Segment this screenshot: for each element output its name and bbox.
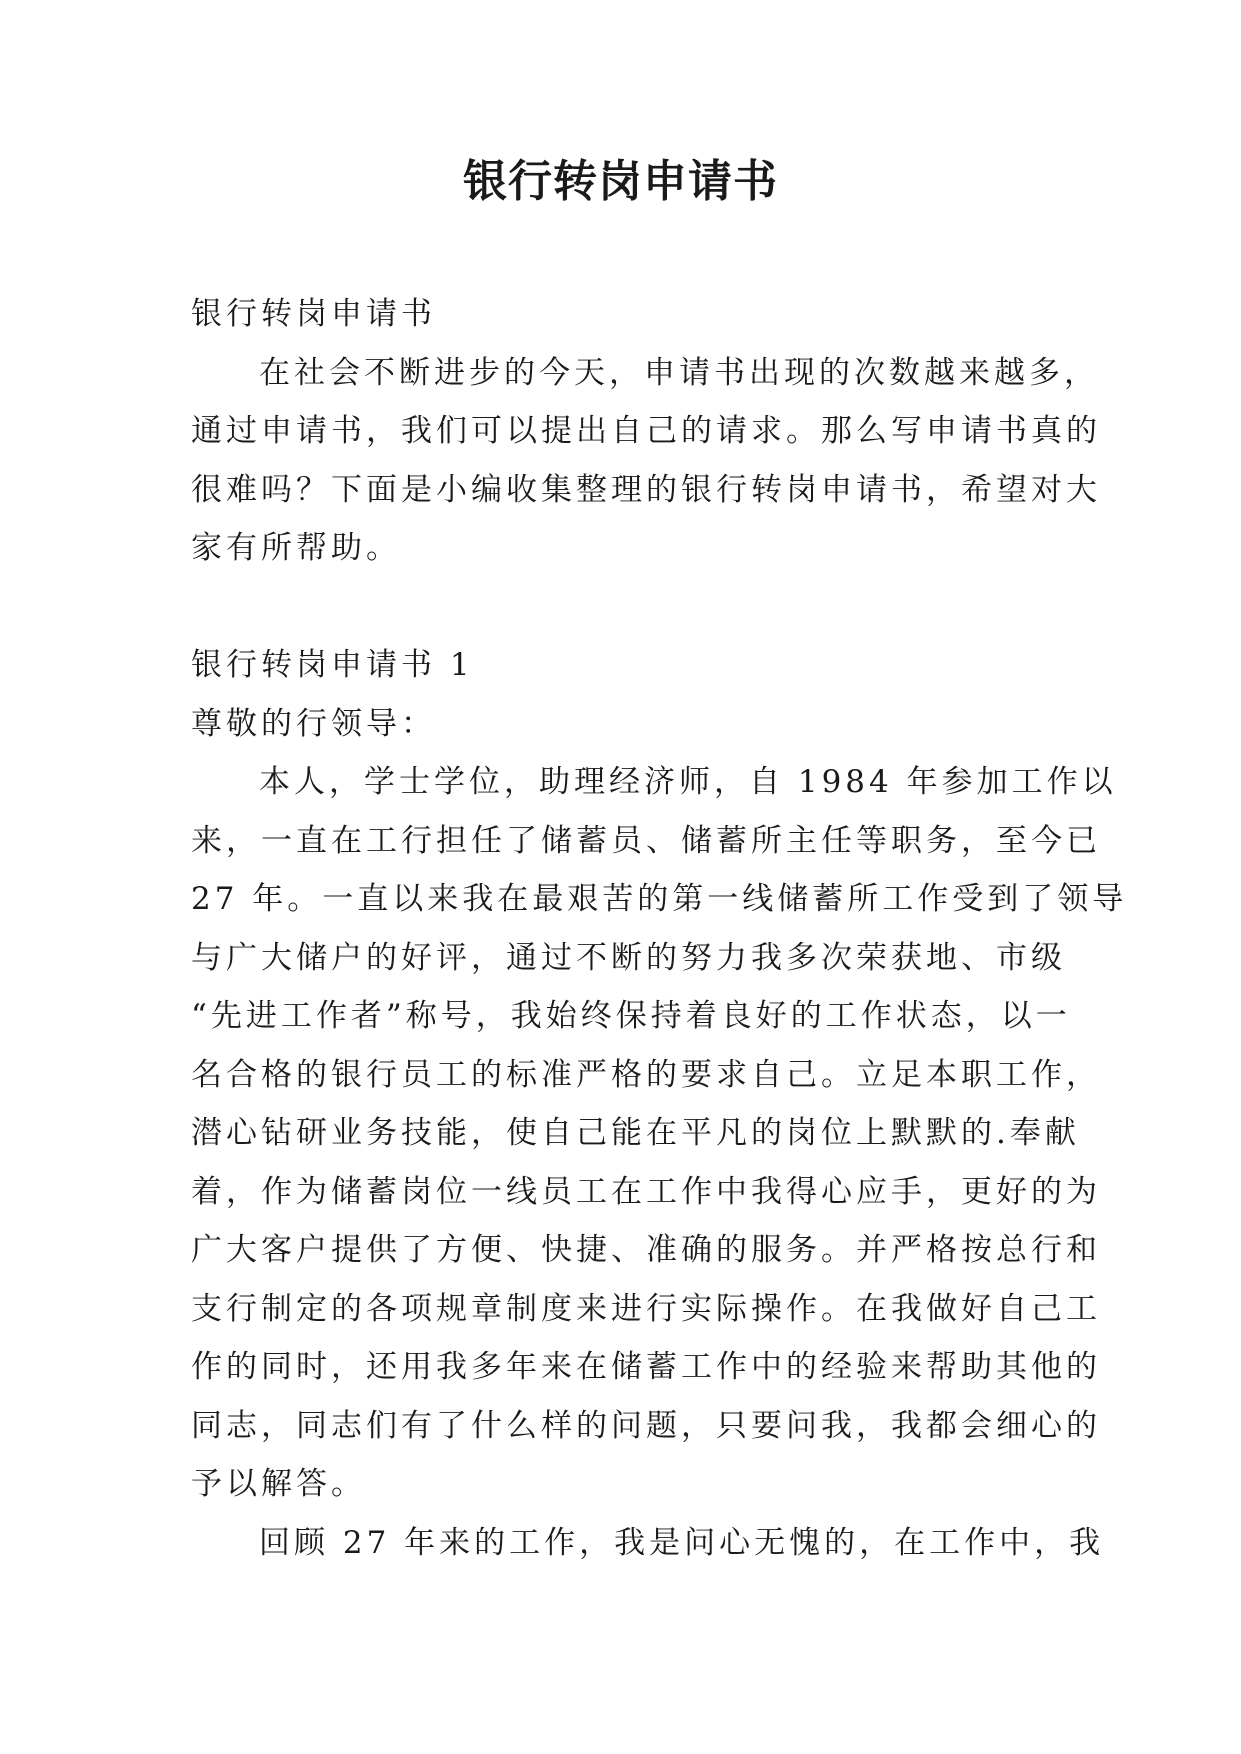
paragraph-line: 与广大储户的好评，通过不断的努力我多次荣获地、市级 (191, 939, 1066, 976)
body-paragraph-2 (191, 1514, 1105, 1573)
paragraph-line: 广大客户提供了方便、快捷、准确的服务。并严格按总行和 (191, 1232, 1101, 1268)
paragraph-line: “先进工作者”称号，我始终保持着良好的工作状态，以一 (191, 998, 1071, 1034)
document-title: 银行转岗申请书 (463, 156, 778, 207)
paragraph-line: 回顾 27 年来的工作，我是问心无愧的，在工作中，我 (259, 1524, 1105, 1561)
paragraph-line: 很难吗？下面是小编收集整理的银行转岗申请书，希望对大 (191, 471, 1101, 508)
intro-paragraph (191, 344, 1101, 578)
paragraph-line: 予以解答。 (191, 1466, 366, 1502)
blank-line (191, 578, 1051, 637)
paragraph-line: 通过申请书，我们可以提出自己的请求。那么写申请书真的 (191, 413, 1101, 449)
paragraph-line: 支行制定的各项规章制度来进行实际操作。在我做好自己工 (191, 1290, 1101, 1327)
paragraph-line: 着，作为储蓄岗位一线员工在工作中我得心应手，更好的为 (191, 1173, 1101, 1210)
paragraph-line: 27 年。一直以来我在最艰苦的第一线储蓄所工作受到了领导 (191, 881, 1128, 917)
document-body (191, 285, 1128, 1572)
subtitle: 银行转岗申请书 (191, 296, 436, 332)
section-heading: 银行转岗申请书 1 (191, 647, 474, 683)
paragraph-line: 潜心钻研业务技能，使自己能在平凡的岗位上默默的.奉献 (191, 1115, 1080, 1151)
paragraph-line: 家有所帮助。 (191, 530, 401, 566)
paragraph-line: 作的同时，还用我多年来在储蓄工作中的经验来帮助其他的 (191, 1349, 1101, 1385)
body-paragraph-1 (191, 753, 1128, 1514)
paragraph-line: 来，一直在工行担任了储蓄员、储蓄所主任等职务，至今已 (191, 822, 1101, 859)
salutation: 尊敬的行领导： (191, 705, 436, 742)
paragraph-line: 同志，同志们有了什么样的问题，只要问我，我都会细心的 (191, 1407, 1101, 1444)
paragraph-line: 本人，学士学位，助理经济师，自 1984 年参加工作以 (259, 764, 1117, 800)
paragraph-line: 名合格的银行员工的标准严格的要求自己。立足本职工作， (191, 1056, 1101, 1093)
paragraph-line: 在社会不断进步的今天，申请书出现的次数越来越多， (259, 354, 1099, 391)
